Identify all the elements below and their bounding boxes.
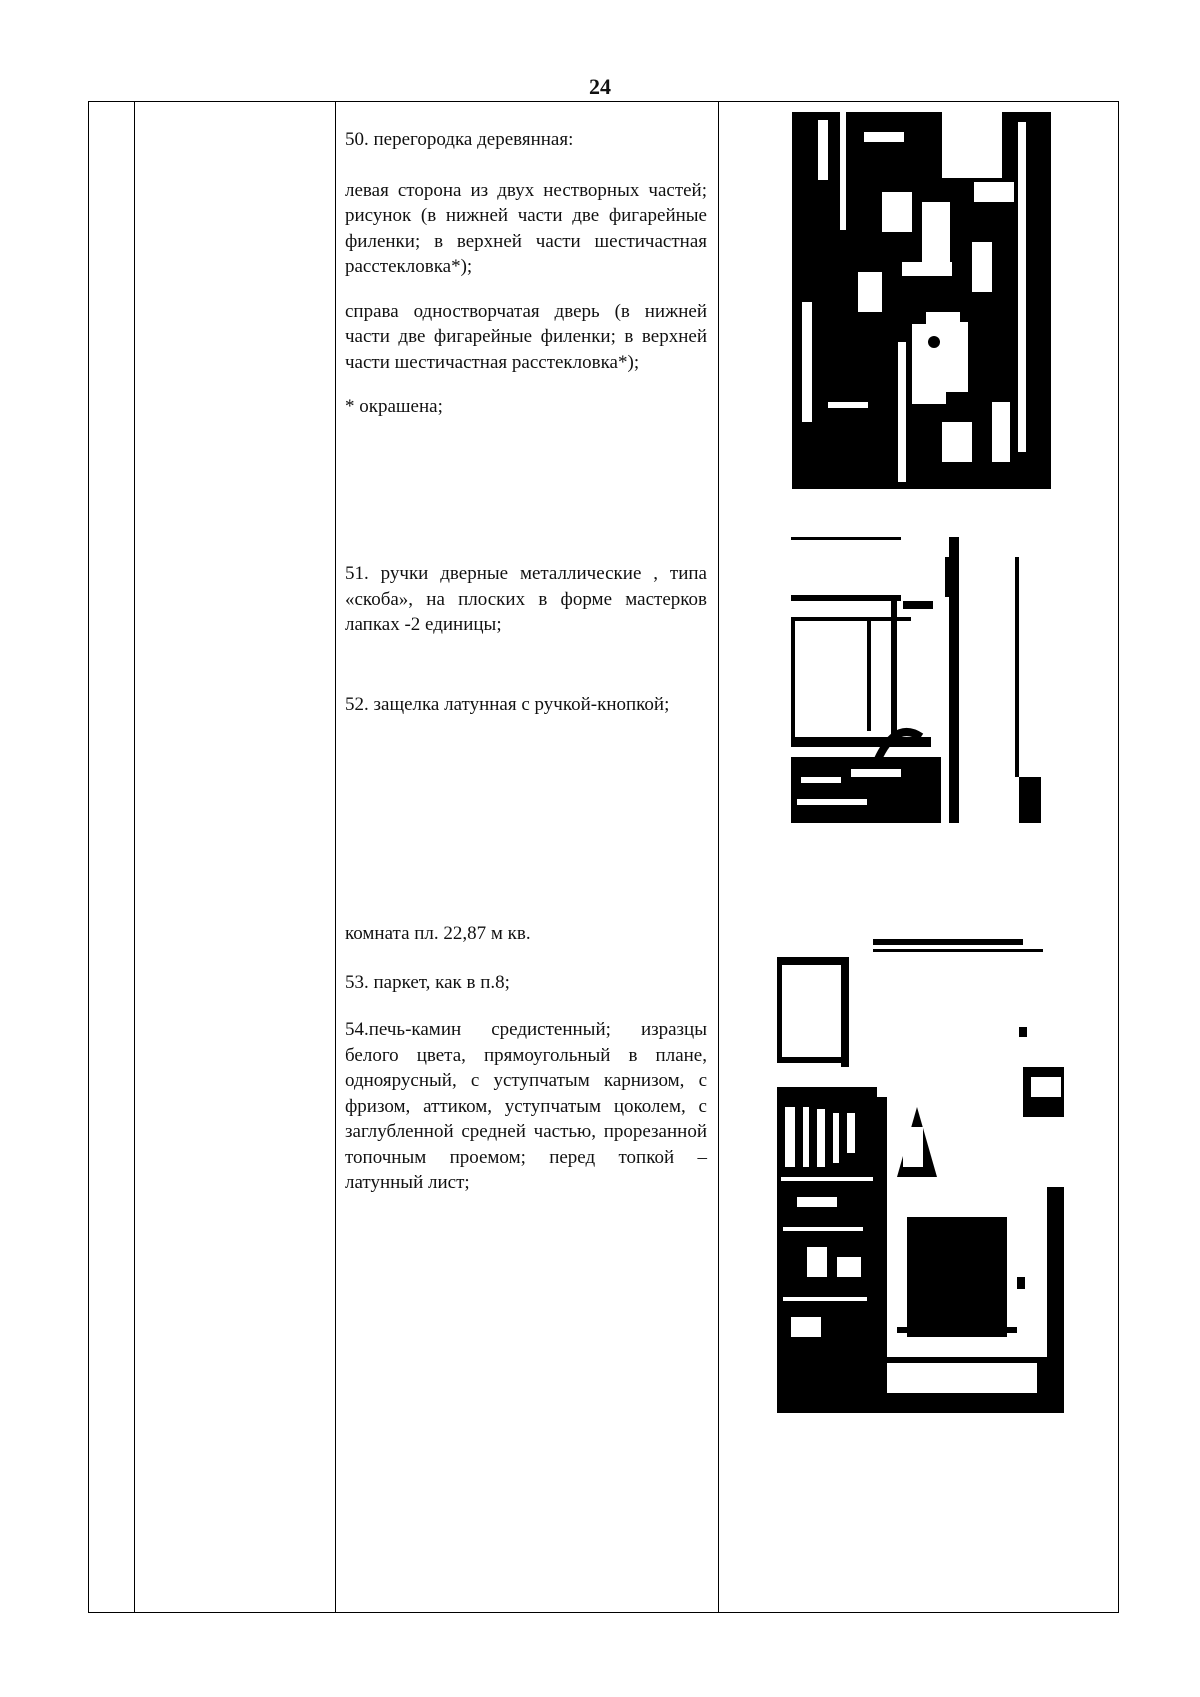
item-54-text: 54.печь-камин средистенный; изразцы белого цвета, прямоугольный в плане, одноярусный, с уступчатым карнизом, с фризом, аттиком, уступчатым цоколем, с заглубленной средней частью, прорезанной топочным проемом; перед топкой – латунный лист; (345, 1019, 707, 1193)
item-51-block (345, 561, 707, 638)
room-heading: комната пл. 22,87 м кв. (345, 923, 531, 944)
item-52-text: 52. защелка латунная с ручкой-кнопкой; (345, 694, 670, 715)
item-50-left-side: левая сторона из двух нестворных частей; рисунок (в нижней части две фигарейные филенки; в верхней части шестичастная расстекловка*); (345, 179, 707, 277)
stove-fireplace-photo (777, 927, 1064, 1413)
item-51-text: 51. ручки дверные металлические , типа «скоба», на плоских в форме мастерков лапках -2 единицы; (345, 563, 707, 635)
column-divider-1 (134, 102, 135, 1612)
column-divider-2 (335, 102, 336, 1612)
item-50-right-side: справа одностворчатая дверь (в нижней части две фигарейные филенки; в верхней части шестичастная расстекловка*); (345, 300, 707, 373)
room-block (345, 921, 707, 1196)
item-50-title: 50. перегородка деревянная: (345, 129, 574, 150)
item-50-note: * окрашена; (345, 396, 443, 417)
item-52-block (345, 692, 707, 718)
column-divider-3 (718, 102, 719, 1612)
item-50-block (345, 127, 707, 420)
item-53-text: 53. паркет, как в п.8; (345, 971, 510, 993)
partition-photo (792, 102, 1051, 489)
page-number: 24 (589, 74, 611, 99)
door-handle-photo (791, 537, 1041, 823)
